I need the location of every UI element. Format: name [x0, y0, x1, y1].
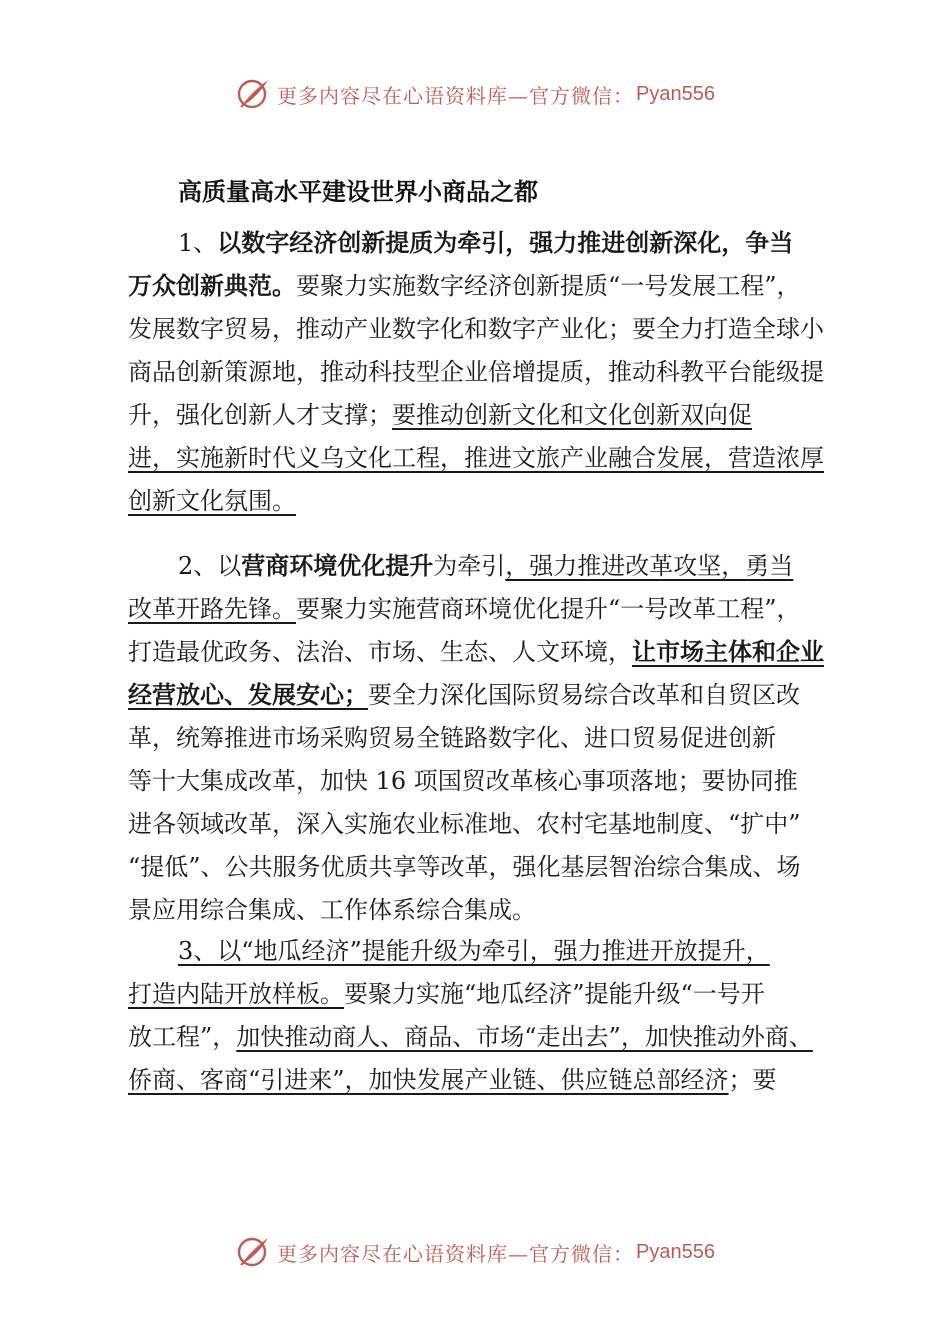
text-line: 革，统筹推进市场采购贸易全链路数字化、进口贸易促进创新	[128, 724, 776, 752]
underlined-text: 创新文化氛围。	[128, 487, 296, 515]
text-line: 发展数字贸易，推动产业数字化和数字产业化；要全力打造全球小	[128, 315, 824, 343]
watermark-wechat-id: Pyan556	[636, 82, 715, 105]
underlined-text: 要推动创新文化和文化创新双向促	[392, 401, 752, 429]
text-line: “提低”、公共服务优质共享等改革，强化基层智治综合集成、场	[128, 853, 801, 881]
section-1-heading-end: 万众创新典范。	[128, 272, 296, 300]
text-run: 要聚力实施“地瓜经济”提能升级“一号开	[344, 980, 765, 1008]
watermark-wechat-id: Pyan556	[636, 1240, 715, 1263]
section-2-paragraph	[128, 545, 843, 932]
watermark-text: 更多内容尽在心语资料库—官方微信：	[277, 83, 635, 108]
text-run: 2、以	[178, 552, 242, 580]
text-line	[128, 265, 843, 308]
text-line	[128, 545, 843, 588]
quill-logo-icon	[235, 1234, 271, 1270]
text-line	[128, 1059, 843, 1102]
section-1-paragraph	[128, 222, 843, 523]
bold-underlined-text: 经营放心、发展安心；	[128, 681, 368, 709]
watermark-banner-top	[0, 72, 950, 116]
text-run: 打造最优政务、法治、市场、生态、人文环境，	[128, 638, 632, 666]
text-line: 等十大集成改革，加快 16 项国贸改革核心事项落地；要协同推	[128, 767, 798, 795]
text-run: ；要	[728, 1066, 777, 1094]
quill-logo-icon	[235, 76, 271, 112]
section-2-keyword: 营商环境优化提升	[241, 552, 434, 580]
text-line: 景应用综合集成、工作体系综合集成。	[128, 896, 536, 924]
item-number: 1、	[178, 229, 218, 257]
underlined-text: 打造内陆开放样板。	[128, 980, 344, 1008]
underlined-text: 改革开路先锋。	[128, 595, 296, 623]
page-title: 高质量高水平建设世界小商品之都	[178, 178, 538, 206]
text-run: 放工程”，	[128, 1023, 237, 1051]
underlined-text-line: 进，实施新时代义乌文化工程，推进文旅产业融合发展，营造浓厚	[128, 444, 824, 472]
text-line	[128, 631, 843, 674]
underlined-text: 侨商、客商“引进来”，加快发展产业链、供应链总部经济	[128, 1066, 729, 1094]
underlined-text: 加快推动商人、商品、市场“走出去”，加快推动外商、	[236, 1023, 813, 1051]
text-line: 进各领域改革，深入实施农业标准地、农村宅基地制度、“扩中”	[128, 810, 801, 838]
section-3-paragraph	[128, 930, 843, 1102]
section-1-heading: 以数字经济创新提质为牵引，强力推进创新深化，争当	[217, 229, 794, 257]
underlined-text-line: 3、以“地瓜经济”提能升级为牵引，强力推进开放提升，	[178, 937, 770, 965]
text-line	[128, 480, 843, 523]
text-line	[128, 973, 843, 1016]
text-line	[128, 222, 843, 265]
text-run: 为牵引	[433, 552, 506, 580]
text-run: 要全力深化国际贸易综合改革和自贸区改	[368, 681, 800, 709]
text-line	[128, 394, 843, 437]
watermark-banner-bottom	[0, 1230, 950, 1274]
text-run: 升，强化创新人才支撑；	[128, 401, 392, 429]
watermark-text: 更多内容尽在心语资料库—官方微信：	[277, 1241, 635, 1266]
underlined-text: ，强力推进改革攻坚，勇当	[505, 552, 794, 580]
bold-underlined-text: 让市场主体和企业	[632, 638, 824, 666]
text-line	[128, 1016, 843, 1059]
text-line	[128, 588, 843, 631]
text-run: 要聚力实施数字经济创新提质“一号发展工程”，	[296, 272, 801, 300]
text-run: 要聚力实施营商环境优化提升“一号改革工程”，	[296, 595, 801, 623]
text-line: 商品创新策源地，推动科技型企业倍增提质，推动科教平台能级提	[128, 358, 824, 386]
text-line	[128, 674, 843, 717]
